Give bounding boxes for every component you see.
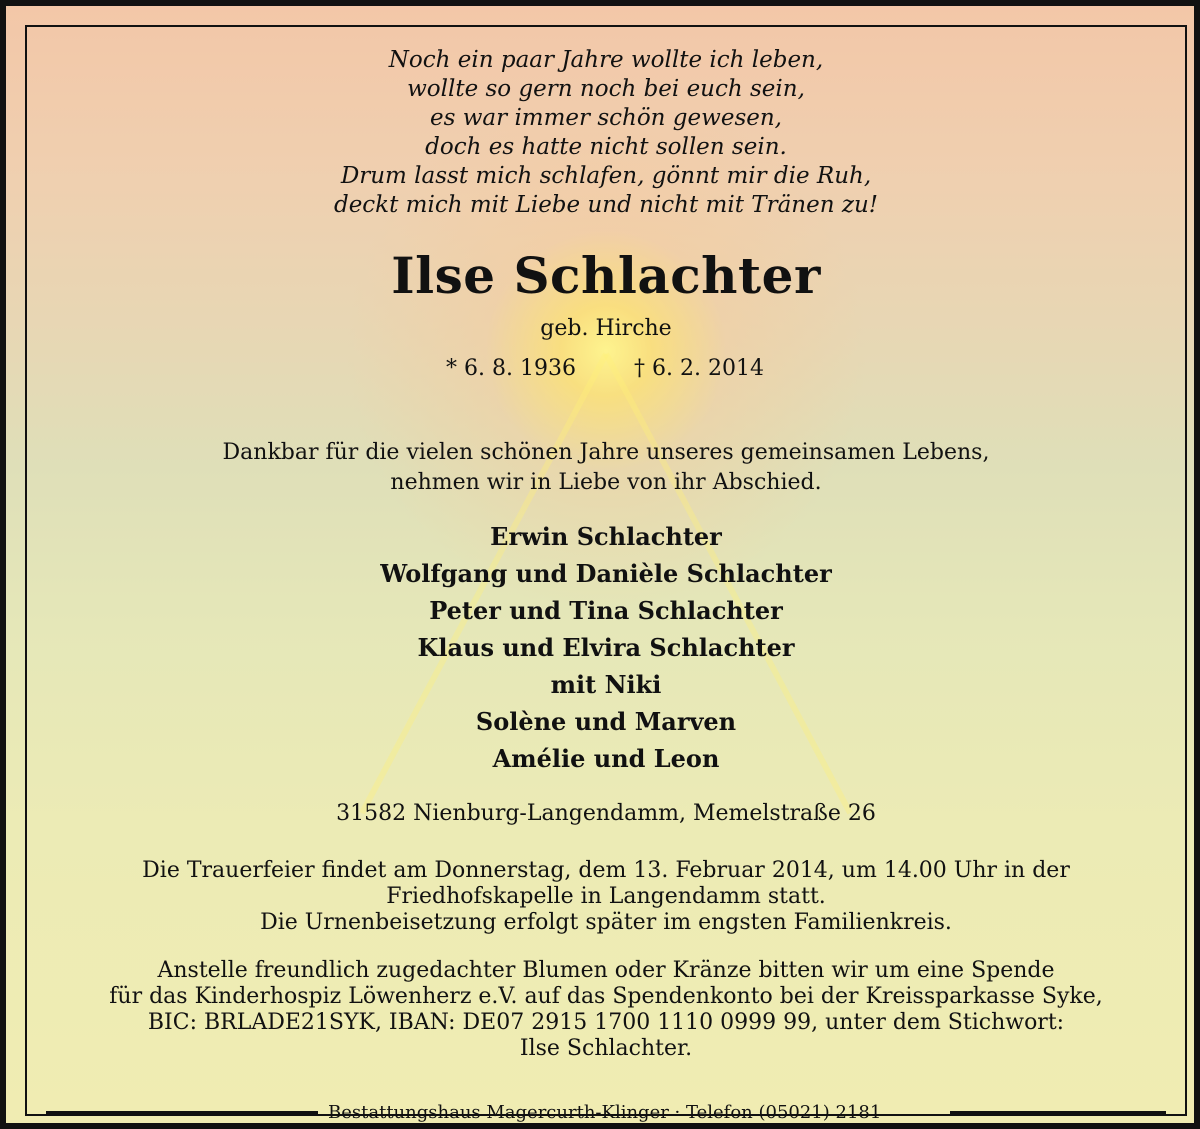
family-member: Peter und Tina Schlachter bbox=[429, 596, 783, 625]
poem-line: Drum lasst mich schlafen, gönnt mir die Ruh, bbox=[340, 163, 872, 189]
poem-line: es war immer schön gewesen, bbox=[430, 105, 782, 131]
poem-line: Noch ein paar Jahre wollte ich leben, bbox=[388, 47, 824, 73]
poem-line: deckt mich mit Liebe und nicht mit Tränen zu! bbox=[333, 192, 879, 218]
maiden-name: geb. Hirche bbox=[540, 316, 672, 341]
funeral-home-footer: Bestattungshaus Magercurth-Klinger · Telefon (05021) 2181 bbox=[328, 1102, 882, 1123]
ceremony-info bbox=[6, 858, 1200, 936]
ceremony-line: Die Urnenbeisetzung erfolgt später im engsten Familienkreis. bbox=[260, 910, 952, 935]
donation-line: für das Kinderhospiz Löwenherz e.V. auf das Spendenkonto bei der Kreissparkasse Syke, bbox=[109, 984, 1103, 1009]
family-member: Wolfgang und Danièle Schlachter bbox=[380, 559, 832, 588]
thanks-line: Dankbar für die vielen schönen Jahre unseres gemeinsamen Lebens, bbox=[222, 440, 990, 465]
address: 31582 Nienburg-Langendamm, Memelstraße 26 bbox=[336, 801, 876, 826]
donation-line: Anstelle freundlich zugedachter Blumen oder Kränze bitten wir um eine Spende bbox=[157, 958, 1055, 983]
birth-date: * 6. 8. 1936 bbox=[446, 356, 576, 381]
family-member: Erwin Schlachter bbox=[490, 522, 722, 551]
thanks-line: nehmen wir in Liebe von ihr Abschied. bbox=[390, 470, 822, 495]
death-date: † 6. 2. 2014 bbox=[634, 356, 764, 381]
poem-line: doch es hatte nicht sollen sein. bbox=[425, 134, 787, 160]
ceremony-line: Friedhofskapelle in Langendamm statt. bbox=[386, 884, 826, 909]
poem-line: wollte so gern noch bei euch sein, bbox=[407, 76, 805, 102]
donation-line: Ilse Schlachter. bbox=[519, 1036, 693, 1061]
family-member: Klaus und Elvira Schlachter bbox=[417, 633, 795, 662]
family-member: Amélie und Leon bbox=[492, 744, 720, 773]
family-member: Solène und Marven bbox=[475, 707, 737, 736]
poem bbox=[6, 46, 1200, 220]
ceremony-line: Die Trauerfeier findet am Donnerstag, dem 13. Februar 2014, um 14.00 Uhr in der bbox=[142, 858, 1070, 883]
donation-info bbox=[6, 958, 1200, 1062]
thanks-text bbox=[6, 438, 1200, 498]
footer-divider bbox=[950, 1111, 1166, 1115]
donation-line: BIC: BRLADE21SYK, IBAN: DE07 2915 1700 1110 0999 99, unter dem Stichwort: bbox=[147, 1010, 1065, 1035]
deceased-name: Ilse Schlachter bbox=[391, 246, 821, 305]
family-member: mit Niki bbox=[550, 670, 662, 699]
family-list bbox=[6, 518, 1200, 777]
footer-divider bbox=[46, 1111, 318, 1115]
